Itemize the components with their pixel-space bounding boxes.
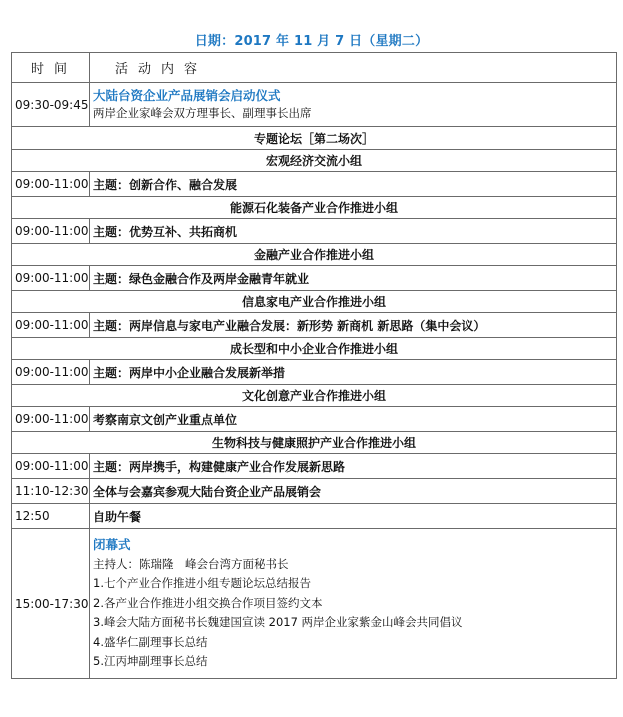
group-session-row <box>12 360 617 385</box>
group-time: 09:00-11:00 <box>12 266 90 291</box>
date-line: 日期：2017 年 11 月 7 日（星期二） <box>194 34 429 49</box>
group-topic: 主题：两岸中小企业融合发展新举措 <box>90 360 617 385</box>
closing-item: 4.盛华仁副理事长总结 <box>93 634 208 649</box>
group-name-row <box>12 338 617 360</box>
expo-visit-text: 全体与会嘉宾参观大陆台资企业产品展销会 <box>90 479 617 504</box>
opening-row <box>12 83 617 127</box>
header-row <box>12 53 617 83</box>
expo-visit-time: 11:10-12:30 <box>12 479 90 504</box>
group-topic: 主题：绿色金融合作及两岸金融青年就业 <box>90 266 617 291</box>
lunch-text: 自助午餐 <box>90 504 617 529</box>
group-session-row <box>12 454 617 479</box>
closing-cell <box>90 529 617 679</box>
group-name-row <box>12 244 617 266</box>
group-time: 09:00-11:00 <box>12 454 90 479</box>
group-topic: 主题：创新合作、融合发展 <box>90 172 617 197</box>
lunch-row <box>12 504 617 529</box>
group-name: 宏观经济交流小组 <box>12 150 617 172</box>
group-topic: 主题：两岸携手，构建健康产业合作发展新思路 <box>90 454 617 479</box>
group-name-row <box>12 432 617 454</box>
group-session-row <box>12 172 617 197</box>
closing-time: 15:00-17:30 <box>12 529 90 679</box>
group-topic: 考察南京文创产业重点单位 <box>90 407 617 432</box>
closing-item: 1.七个产业合作推进小组专题论坛总结报告 <box>93 576 311 591</box>
group-name: 信息家电产业合作推进小组 <box>12 291 617 313</box>
closing-host: 主持人：陈瑞隆 峰会台湾方面秘书长 <box>93 556 289 571</box>
opening-title: 大陆台资企业产品展销会启动仪式 <box>93 88 281 103</box>
group-time: 09:00-11:00 <box>12 313 90 338</box>
header-activity: 活动内容 <box>115 62 208 77</box>
header-activity-cell <box>90 53 617 83</box>
group-name: 金融产业合作推进小组 <box>12 244 617 266</box>
group-time: 09:00-11:00 <box>12 219 90 244</box>
group-topic: 主题：优势互补、共拓商机 <box>90 219 617 244</box>
group-name-row <box>12 150 617 172</box>
group-name: 生物科技与健康照护产业合作推进小组 <box>12 432 617 454</box>
schedule-table <box>11 52 617 679</box>
group-name: 成长型和中小企业合作推进小组 <box>12 338 617 360</box>
closing-title: 闭幕式 <box>93 537 131 553</box>
group-time: 09:00-11:00 <box>12 172 90 197</box>
header-time: 时间 <box>31 62 78 77</box>
lunch-time: 12:50 <box>12 504 90 529</box>
closing-row <box>12 529 617 679</box>
group-time: 09:00-11:00 <box>12 360 90 385</box>
group-session-row <box>12 313 617 338</box>
opening-time: 09:30-09:45 <box>12 83 90 127</box>
closing-item: 5.江丙坤副理事长总结 <box>93 654 208 669</box>
closing-item: 3.峰会大陆方面秘书长魏建国宣读 2017 两岸企业家紫金山峰会共同倡议 <box>93 615 463 630</box>
opening-cell <box>90 83 617 127</box>
forum-title: 专题论坛［第二场次］ <box>12 127 617 150</box>
closing-item: 2.各产业合作推进小组交换合作项目签约文本 <box>93 595 323 610</box>
group-name-row <box>12 197 617 219</box>
group-session-row <box>12 407 617 432</box>
group-name-row <box>12 291 617 313</box>
group-topic: 主题：两岸信息与家电产业融合发展：新形势 新商机 新思路（集中会议） <box>90 313 617 338</box>
group-session-row <box>12 219 617 244</box>
forum-title-row <box>12 127 617 150</box>
group-name: 文化创意产业合作推进小组 <box>12 385 617 407</box>
group-session-row <box>12 266 617 291</box>
header-time-cell <box>12 53 90 83</box>
group-name: 能源石化装备产业合作推进小组 <box>12 197 617 219</box>
opening-subtitle: 两岸企业家峰会双方理事长、副理事长出席 <box>93 106 312 120</box>
group-name-row <box>12 385 617 407</box>
expo-visit-row <box>12 479 617 504</box>
group-time: 09:00-11:00 <box>12 407 90 432</box>
